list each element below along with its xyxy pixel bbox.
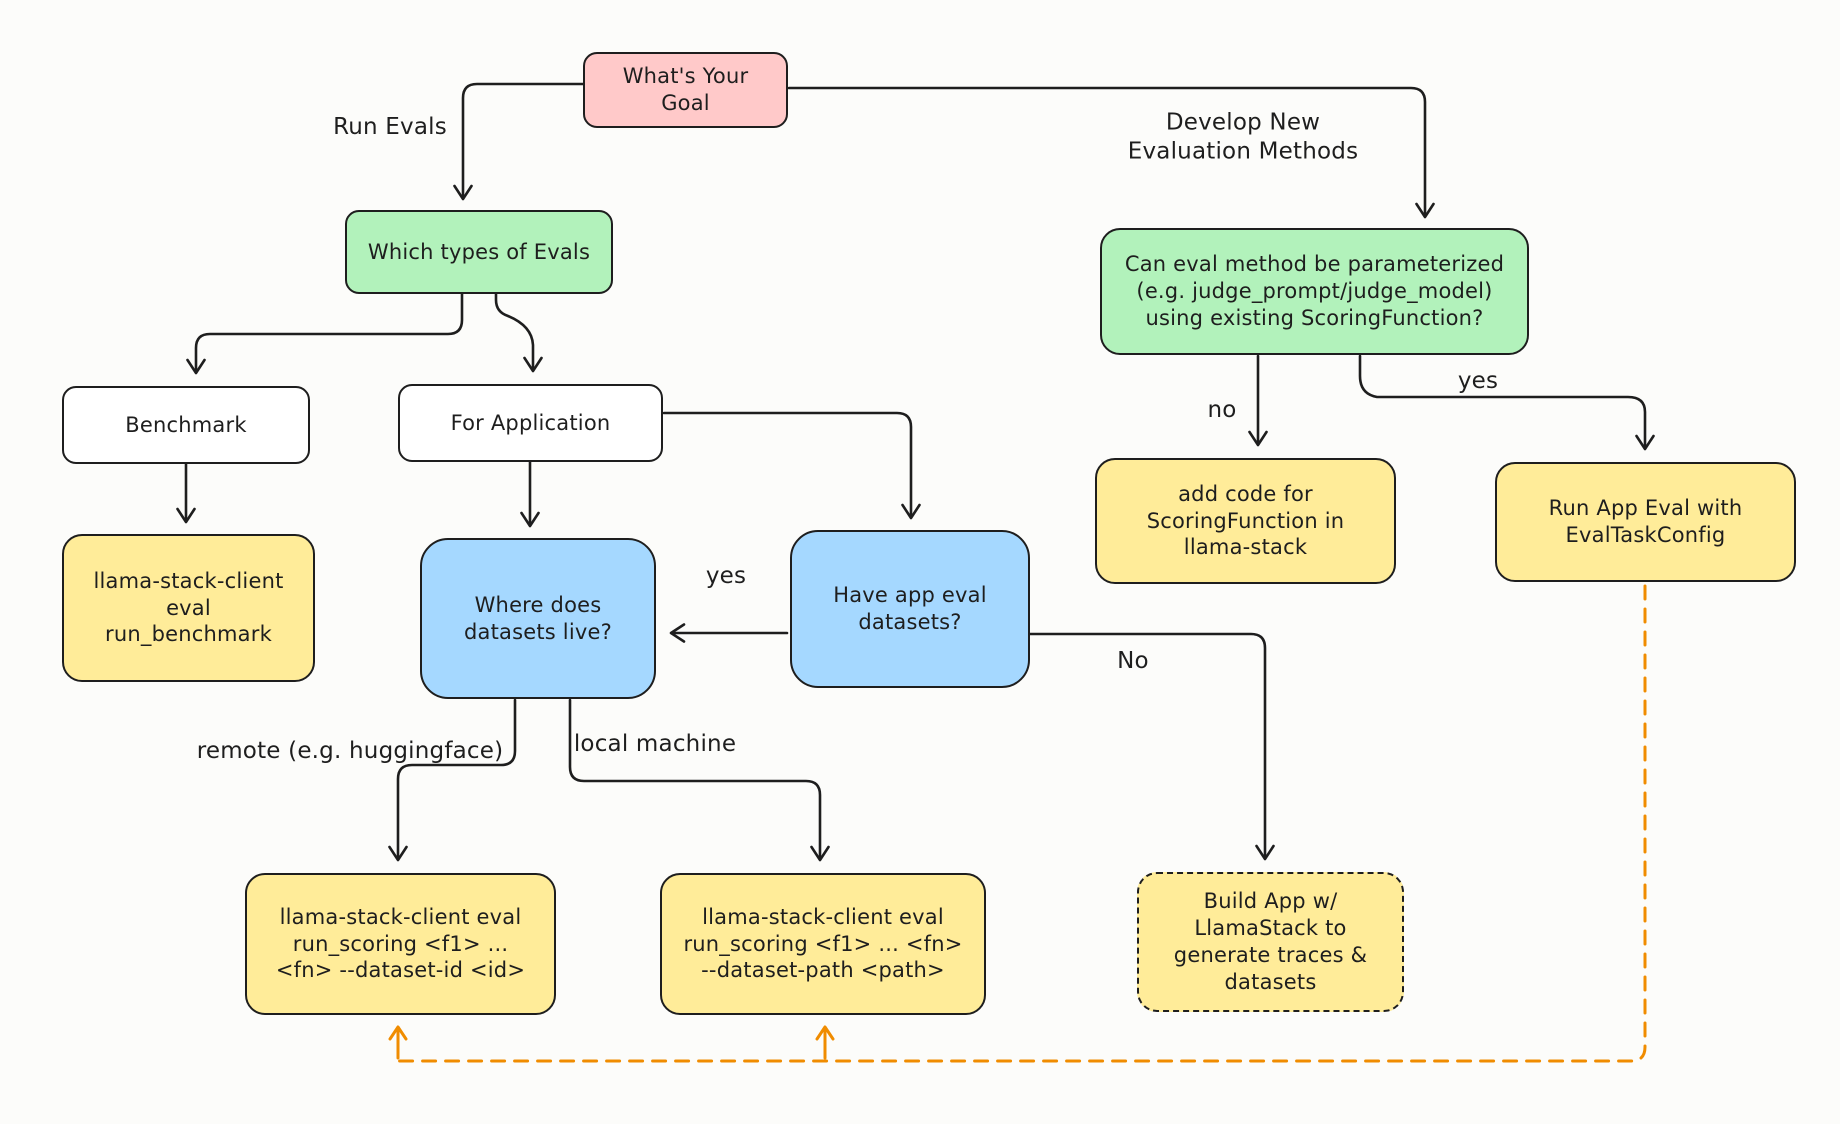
node-run-app-eval-with-evaltaskconfig: Run App Eval with EvalTaskConfig: [1495, 462, 1796, 582]
edge-label-run-evals: Run Evals: [333, 114, 447, 140]
edge-label-no-have-datasets: No: [1117, 648, 1149, 674]
node-can-eval-method-be-parameterized: Can eval method be parameterized (e.g. judge_prompt/judge_model) using existing ScoringFunction?: [1100, 228, 1529, 355]
node-whats-your-goal: What's Your Goal: [583, 52, 788, 128]
edge-label-yes-parameterized: yes: [1457, 368, 1499, 394]
edge-param-yes-to-run-app-eval: [1360, 356, 1645, 448]
edge-for-application-to-have-datasets: [664, 413, 911, 517]
edge-which-types-to-benchmark: [196, 294, 462, 372]
edge-which-types-to-for-application: [496, 294, 533, 370]
node-which-types-of-evals: Which types of Evals: [345, 210, 613, 294]
edge-where-remote-to-run-scoring-id: [398, 700, 515, 859]
edge-label-develop-new-evaluation-methods: Develop New Evaluation Methods: [1127, 109, 1359, 164]
node-where-does-datasets-live: Where does datasets live?: [420, 538, 656, 699]
node-add-code-for-scoringfunction: add code for ScoringFunction in llama-stack: [1095, 458, 1396, 584]
edge-goal-to-which-types: [463, 84, 583, 198]
node-run-scoring-dataset-id: llama-stack-client eval run_scoring <f1> ... <fn> --dataset-id <id>: [245, 873, 556, 1015]
edge-where-local-to-run-scoring-path: [570, 700, 820, 859]
node-run-scoring-dataset-path: llama-stack-client eval run_scoring <f1> ... <fn> --dataset-path <path>: [660, 873, 986, 1015]
edge-label-yes-have-datasets: yes: [705, 563, 747, 589]
node-have-app-eval-datasets: Have app eval datasets?: [790, 530, 1030, 688]
node-run-benchmark-command: llama-stack-client eval run_benchmark: [62, 534, 315, 682]
edge-label-remote-huggingface: remote (e.g. huggingface): [196, 738, 504, 764]
edge-label-no-parameterized: no: [1207, 397, 1237, 423]
node-for-application: For Application: [398, 384, 663, 462]
edge-label-local-machine: local machine: [573, 731, 737, 757]
node-build-app-with-llamastack: Build App w/ LlamaStack to generate traces & datasets: [1137, 872, 1404, 1012]
node-benchmark: Benchmark: [62, 386, 310, 464]
